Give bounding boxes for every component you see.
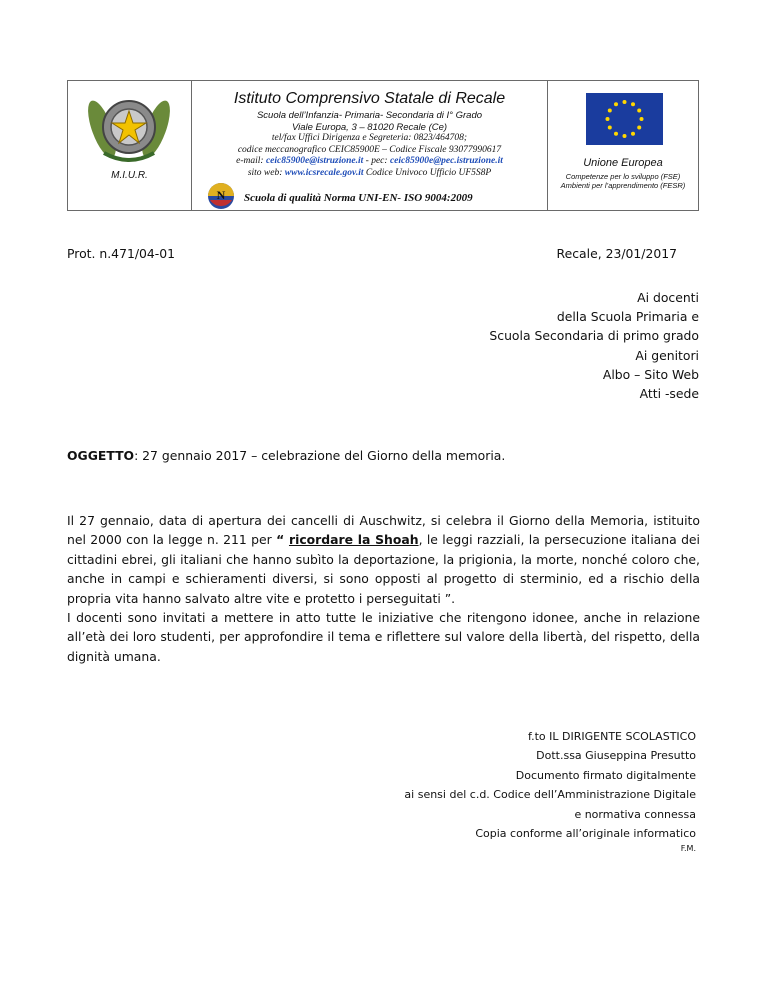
eu-panel (547, 81, 698, 210)
letterhead (67, 80, 699, 211)
eu-sub-fse: Competenze per lo sviluppo (FSE) (565, 172, 681, 181)
quality-certification-icon (200, 181, 242, 211)
eu-star (631, 102, 635, 106)
institution-panel (192, 81, 547, 210)
miur-panel (68, 81, 192, 210)
phone-info: tel/fax Uffici Dirigenza e Segreteria: 0823/464708; (271, 133, 468, 143)
eu-star (614, 102, 618, 106)
institution-name: Istituto Comprensivo Statale di Recale (233, 90, 506, 107)
p1-rest: , le leggi razziali, la persecuzione italiana dei cittadini ebrei, gli italiani che hanno subìto la deportazione, la prigionia, la morte, nonché coloro che, anche in campi e schieramenti diversi, si sono opposti al progetto di sterminio, ed a rischio della propria vita hanno salvato altre vite e protetto i perseguitati ”. (67, 532, 701, 606)
eu-star (640, 117, 644, 121)
signature-line: f.to IL DIRIGENTE SCOLASTICO (528, 730, 696, 743)
recipient-line: della Scuola Primaria e (556, 309, 699, 325)
protocol-number: Prot. n.471/04-01 (67, 246, 176, 261)
signature-line: e normativa connessa (574, 807, 696, 821)
subject-text: : 27 gennaio 2017 – celebrazione del Giorno della memoria. (134, 448, 506, 463)
document-date: Recale, 23/01/2017 (556, 246, 677, 261)
website-line (192, 168, 547, 180)
eu-title: Unione Europea (583, 157, 663, 169)
svg-text:N: N (216, 188, 226, 202)
eu-sub-fesr: Ambienti per l’apprendimento (FESR) (560, 181, 686, 190)
eu-flag-icon (586, 93, 663, 145)
eu-star (623, 100, 627, 104)
p1-emphasis: ricordare la Shoah (288, 532, 419, 548)
eu-star (623, 134, 627, 138)
signature-line: Copia conforme all’originale informatico (475, 827, 696, 841)
recipients-block (489, 288, 699, 403)
subject-line (67, 448, 505, 463)
eu-star (631, 132, 635, 136)
address: Viale Europa, 3 – 81020 Recale (Ce) (291, 121, 448, 133)
p1-quote: “ (276, 532, 289, 548)
school-levels: Scuola dell’Infanzia- Primaria- Secondaria di I° Grado (256, 110, 483, 121)
recipient-line: Scuola Secondaria di primo grado (489, 328, 699, 344)
subject-label: OGGETTO (67, 448, 135, 463)
signature-initials: F.M. (680, 844, 696, 854)
recipient-line: Atti -sede (639, 386, 699, 402)
eu-star (606, 117, 610, 121)
signature-line: Dott.ssa Giuseppina Presutto (536, 749, 696, 763)
email-label: e-mail: (236, 156, 264, 166)
signature-block (404, 727, 696, 855)
school-codes: codice meccanografico CEIC85900E – Codice Fiscale 93077990617 (237, 144, 502, 155)
eu-star (637, 126, 641, 130)
italian-republic-emblem-icon (84, 89, 174, 169)
paragraph-2: I docenti sono invitati a mettere in atto tutte le iniziative che ritengono idonee, anche in relazione all’età dei loro studenti, per approfondire il tema e riflettere sul valore della libertà, del rispetto, della dignità umana. (67, 610, 700, 664)
eu-star (637, 109, 641, 113)
paragraph-1 (67, 511, 700, 608)
recipient-line: Ai docenti (637, 290, 699, 305)
email-link[interactable]: ceic85900e@istruzione.it (265, 156, 364, 166)
signature-line: ai sensi del c.d. Codice dell’Amministrazione Digitale (404, 788, 696, 802)
eu-subtitle (548, 172, 698, 190)
eu-star (608, 109, 612, 113)
body-text (67, 511, 700, 666)
signature-line: Documento firmato digitalmente (515, 768, 696, 782)
pec-link[interactable]: ceic85900e@pec.istruzione.it (389, 156, 503, 166)
contact-emails (192, 156, 547, 168)
pec-label: - pec: (363, 156, 388, 166)
office-code: Codice Univoco Ufficio UF5S8P (363, 167, 492, 178)
p1-start: Il 27 gennaio, data di apertura dei cancelli di Auschwitz, si celebra il Giorno della Memoria, istituito nel 2000 con la legge n. 211 per (67, 513, 700, 548)
recipient-line: Ai genitori (635, 347, 699, 363)
web-label: sito web: (247, 167, 283, 178)
miur-caption: M.I.U.R. (111, 170, 148, 181)
recipient-line: Albo – Sito Web (602, 366, 699, 382)
quality-text: Scuola di qualità Norma UNI-EN- ISO 9004:2009 (244, 192, 473, 204)
website-link[interactable]: www.icsrecale.gov.it (284, 167, 364, 178)
quality-certification (200, 181, 473, 209)
eu-star (614, 132, 618, 136)
eu-star (608, 126, 612, 130)
